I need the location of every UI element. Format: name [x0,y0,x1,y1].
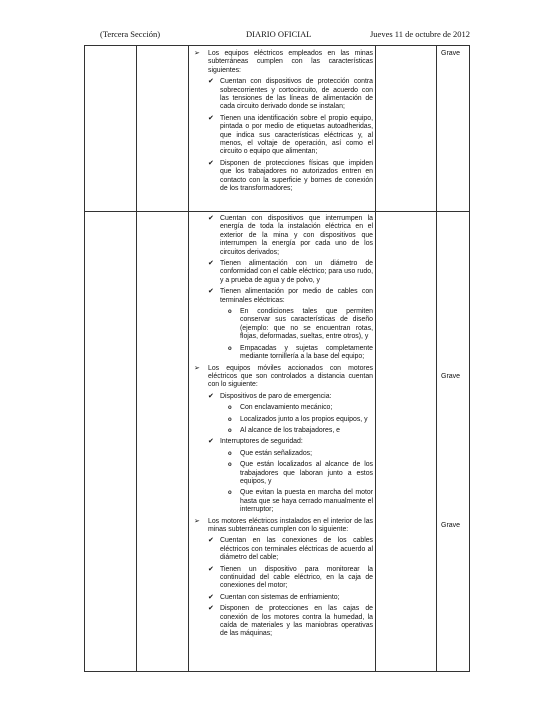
list-item-text: Cuentan con dispositivos de protección contra sobrecorrientes y cortocircuito, de acuerdo con las tensiones de las líneas de alimentación de cada circuito derivado donde se instalan; [220,78,373,111]
list-item [190,308,373,342]
checkmark-bullet-icon: ✔ [208,78,214,86]
checkmark-bullet-icon: ✔ [208,565,214,573]
circle-bullet-icon: o [228,405,232,412]
list-item [190,518,373,535]
table-border-left [84,45,85,672]
table-border-top [84,45,470,46]
list-item-text: En condiciones tales que permiten conservar sus características de diseño (ejemplo: que no se encuentran rotas, flojas, deformadas, sueltas, entre otros), y [240,308,373,341]
list-item [190,215,373,257]
list-item-text: Dispositivos de paro de emergencia: [220,392,332,400]
circle-bullet-icon: o [228,490,232,497]
list-item-text: Con enclavamiento mecánico; [240,404,333,412]
list-item-text: Los equipos eléctricos empleados en las minas subterráneas cumplen con las características siguientes: [208,50,373,74]
checkmark-bullet-icon: ✔ [208,260,214,268]
list-item [190,50,373,75]
table-row [190,215,373,642]
severity-cell: Grave [441,373,461,380]
list-item-text: Disponen de protecciones en las cajas de conexión de los motores contra la humedad, la caída de materiales y las maniobras operativas de las máquinas; [220,605,373,638]
list-item [190,489,373,514]
list-item [190,594,373,602]
page-header [84,29,470,43]
section-label: (Tercera Sección) [100,29,161,39]
arrow-bullet-icon: ➢ [194,364,200,372]
list-item [190,416,373,424]
list-item-text: Que evitan la puesta en marcha del motor hasta que se haya cerrado manualmente el interruptor; [240,489,373,514]
list-item-text: Los equipos móviles accionados con motores eléctricos que son controlados a distancia cuentan con lo siguiente: [208,364,373,389]
severity-cell: Grave [441,522,461,529]
list-item-text: Cuentan con sistemas de enfriamiento; [220,593,340,601]
circle-bullet-icon: o [228,309,232,316]
list-item [190,260,373,285]
checkmark-bullet-icon: ✔ [208,114,214,122]
list-item-text: Disponen de protecciones físicas que impiden que los trabajadores no autorizados entren en contacto con la superficie y bornes de conexión de los transformadores; [220,159,373,193]
circle-bullet-icon: o [228,450,232,457]
circle-bullet-icon: o [228,416,232,423]
checkmark-bullet-icon: ✔ [208,288,214,296]
arrow-bullet-icon: ➢ [194,50,200,57]
list-item [190,345,373,362]
list-item-text: Cuentan con dispositivos que interrumpen la energía de toda la instalación eléctrica en el exterior de la mina y con dispositivos que interrumpen la energía por cada uno de los circuitos derivados; [220,215,373,256]
issue-date: Jueves 11 de octubre de 2012 [369,29,470,39]
table-row [190,50,373,197]
list-item-text: Que están señalizados; [240,449,313,457]
table-border-right [469,45,470,672]
checkmark-bullet-icon: ✔ [208,605,214,613]
column-divider-3 [375,45,376,672]
column-divider-2 [188,45,189,672]
list-item [190,566,373,591]
checkmark-bullet-icon: ✔ [208,537,214,545]
list-item-text: Que están localizados al alcance de los trabajadores que laboran junto a estos equipos, y [240,461,373,485]
list-item-text: Tienen alimentación con un diámetro de conformidad con el cable eléctrico; para uso rudo, y a prueba de agua y de polvo, y [220,260,373,284]
list-item-text: Interruptores de seguridad: [220,438,303,446]
checkmark-bullet-icon: ✔ [208,593,214,601]
list-item [190,450,373,458]
list-item [190,365,373,390]
circle-bullet-icon: o [228,462,232,469]
checkmark-bullet-icon: ✔ [208,215,214,222]
list-item [190,78,373,112]
list-item [190,461,373,486]
publication-title: DIARIO OFICIAL [246,29,312,39]
list-item-text: Localizados junto a los propios equipos, y [240,415,368,423]
list-item [190,427,373,435]
checkmark-bullet-icon: ✔ [208,438,214,446]
checkmark-bullet-icon: ✔ [208,159,214,167]
severity-cell: Grave [441,50,461,57]
arrow-bullet-icon: ➢ [194,517,200,525]
list-item [190,160,373,194]
column-divider-1 [136,45,137,672]
list-item [190,404,373,412]
row-divider [84,211,470,212]
list-item-text: Tienen una identificación sobre el propio equipo, pintada o por medio de etiquetas autoadheridas, que indica sus características eléctricas y, al menos, el voltaje de operación, así como el circuito o equipo que alimentan; [220,114,373,156]
list-item-text: Tienen un dispositivo para monitorear la continuidad del cable eléctrico, en la caja de conexiones del motor; [220,565,373,590]
list-item [190,438,373,446]
checkmark-bullet-icon: ✔ [208,392,214,400]
list-item-text: Los motores eléctricos instalados en el interior de las minas subterráneas cumplen con lo siguiente: [208,517,373,533]
list-item-text: Cuentan en las conexiones de los cables eléctricos con terminales eléctricas de acuerdo al diámetro del cable; [220,537,373,562]
table-border-bottom [84,671,470,672]
list-item-text: Al alcance de los trabajadores, e [240,426,340,434]
list-item [190,115,373,157]
circle-bullet-icon: o [228,427,232,434]
circle-bullet-icon: o [228,345,232,352]
list-item-text: Tienen alimentación por medio de cables con terminales eléctricas: [220,288,373,304]
list-item-text: Empacadas y sujetas completamente mediante tornillería a la base del equipo; [240,344,373,361]
list-item [190,288,373,305]
list-item [190,537,373,562]
column-divider-4 [436,45,437,672]
list-item [190,605,373,639]
list-item [190,393,373,401]
